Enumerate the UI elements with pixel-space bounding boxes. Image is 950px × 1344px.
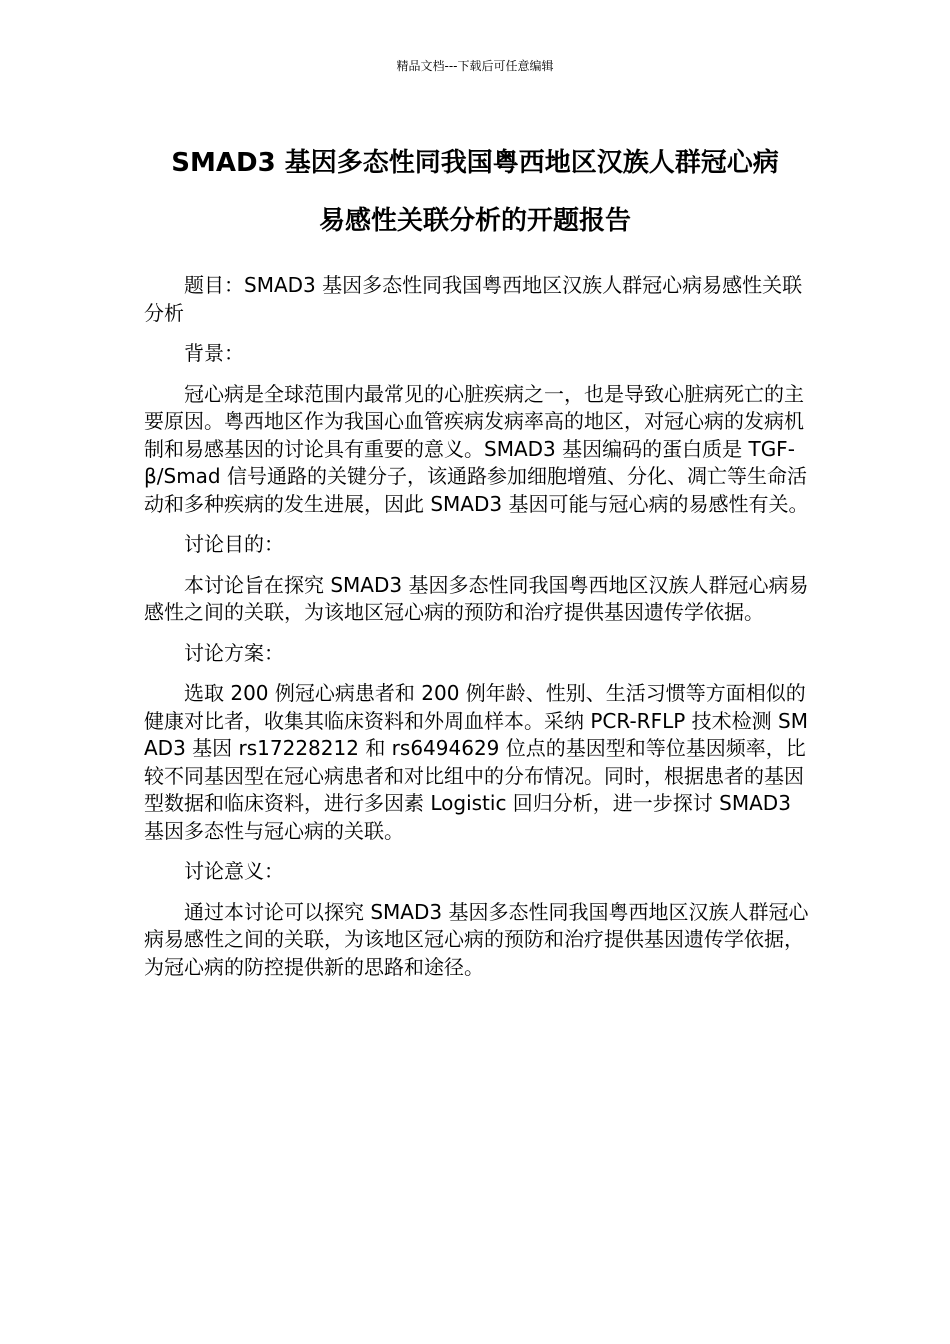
purpose-heading: 讨论目的： (184, 532, 284, 556)
background-paragraph: 冠心病是全球范围内最常见的心脏疾病之一，也是导致心脏病死亡的主要原因。粤西地区作为我国心血管疾病发病率高的地区，对冠心病的发病机制和易感基因的讨论具有重要的意义。SMAD3 基因编码的蛋白质是 TGF-β/Smad 信号通路的关键分子，该通路参加细胞增殖、分化、凋亡等生命活动和多种疾病的发生进展，因此 SMAD3 基因可能与冠心病的易感性有关。 (144, 381, 809, 516)
document-body (144, 272, 810, 994)
plan-paragraph: 选取 200 例冠心病患者和 200 例年龄、性别、生活习惯等方面相似的健康对比者，收集其临床资料和外周血样本。采纳 PCR-RFLP 技术检测 SMAD3 基因 rs17228212 和 rs6494629 位点的基因型和等位基因频率，比较不同基因型在冠心病患者和对比组中的分布情况。同时，根据患者的基因型数据和临床资料，进行多因素 Logistic 回归分析，进一步探讨 SMAD3 基因多态性与冠心病的关联。 (144, 681, 808, 843)
topic-paragraph: 题目：SMAD3 基因多态性同我国粤西地区汉族人群冠心病易感性关联分析 (144, 273, 803, 325)
title-line-1: SMAD3 基因多态性同我国粤西地区汉族人群冠心病 (171, 148, 779, 178)
title-line-2: 易感性关联分析的开题报告 (318, 206, 631, 236)
background-heading: 背景： (184, 341, 244, 365)
document-title (120, 134, 830, 250)
purpose-paragraph: 本讨论旨在探究 SMAD3 基因多态性同我国粤西地区汉族人群冠心病易感性之间的关联，为该地区冠心病的预防和治疗提供基因遗传学依据。 (144, 572, 809, 624)
header-note: 精品文档---下载后可任意编辑 (396, 59, 554, 73)
significance-paragraph: 通过本讨论可以探究 SMAD3 基因多态性同我国粤西地区汉族人群冠心病易感性之间的关联，为该地区冠心病的预防和治疗提供基因遗传学依据，为冠心病的防控提供新的思路和途径。 (144, 899, 809, 979)
plan-heading: 讨论方案： (184, 640, 284, 665)
significance-heading: 讨论意义： (184, 859, 284, 883)
